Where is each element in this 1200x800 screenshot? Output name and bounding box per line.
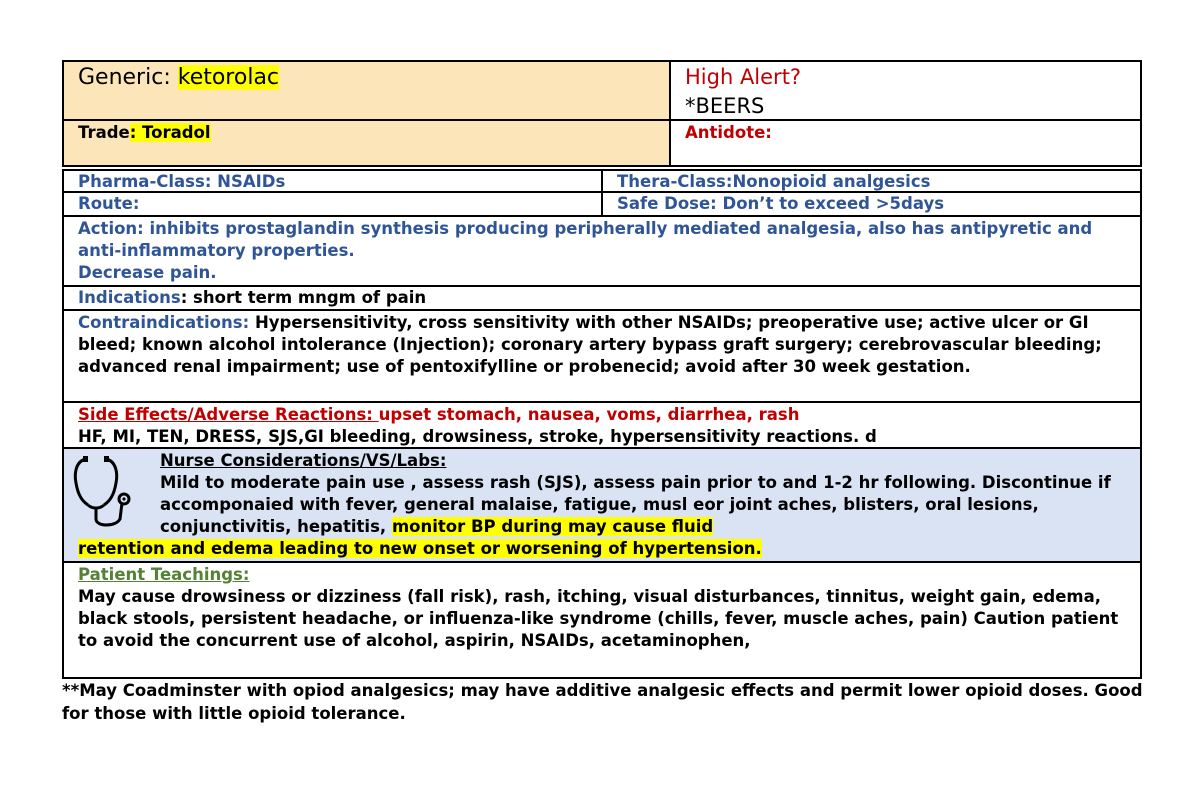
antidote-cell xyxy=(671,121,1140,165)
action-extra: Decrease pain. xyxy=(78,263,217,282)
high-alert-cell xyxy=(671,62,1140,119)
route-label: Route: xyxy=(78,194,140,213)
teachings-title: Patient Teachings: xyxy=(78,565,250,584)
pharma-cell xyxy=(64,171,603,191)
side-effects-text: upset stomach, nausea, voms, diarrhea, rash xyxy=(378,405,800,424)
trade-value: : Toradol xyxy=(129,123,211,142)
trade-cell xyxy=(64,121,671,165)
nurse-highlight-b: retention and edema leading to new onset or worsening of hypertension. xyxy=(78,539,762,558)
indications-label: Indications xyxy=(78,288,181,307)
class-row xyxy=(62,169,1142,193)
nurse-title: Nurse Considerations/VS/Labs: xyxy=(160,451,447,470)
drug-card xyxy=(62,60,1142,679)
nurse-highlight-a: monitor BP during may cause fluid xyxy=(391,517,714,536)
thera-class: Thera-Class:Nonopioid analgesics xyxy=(617,172,931,191)
thera-cell xyxy=(603,171,1140,191)
generic-label: Generic: xyxy=(78,65,178,90)
action-row xyxy=(62,217,1142,287)
indications-row xyxy=(62,287,1142,311)
indications-text: : short term mngm of pain xyxy=(180,288,427,307)
route-row xyxy=(62,193,1142,217)
antidote-label: Antidote: xyxy=(685,123,772,142)
contraindications-label: Contraindications: xyxy=(78,313,255,332)
nurse-row xyxy=(62,449,1142,563)
stethoscope-icon xyxy=(72,453,134,531)
footer-note: **May Coadminster with opiod analgesics; may have additive analgesic effects and permit lower opioid doses. Good for those with little opioid tolerance. xyxy=(62,681,1143,723)
generic-value: ketorolac xyxy=(177,65,280,90)
side-effects-row xyxy=(62,403,1142,449)
safe-dose: Safe Dose: Don’t to exceed >5days xyxy=(617,194,945,213)
trade-label: Trade xyxy=(78,123,130,142)
nurse-text: Mild to moderate pain use , assess rash (SJS), assess pain prior to and 1-2 hr following. Discontinue if accomponaied with fever, general malaise, fatigue, musl eor joint aches, blisters, oral lesions, conjunctivitis, hepatitis, xyxy=(160,473,1111,536)
side-effects-label: Side Effects/Adverse Reactions: xyxy=(78,405,379,424)
high-alert-label: High Alert? xyxy=(685,65,802,89)
action-text: Action: inhibits prostaglandin synthesis producing peripherally mediated analgesia, also has antipyretic and anti-inflammatory properties. xyxy=(78,219,1093,260)
route-cell xyxy=(64,193,603,215)
pharma-class: Pharma-Class: NSAIDs xyxy=(78,172,286,191)
trade-row xyxy=(62,121,1142,167)
safe-dose-cell xyxy=(603,193,1140,215)
teachings-row xyxy=(62,563,1142,679)
contraindications-text: Hypersensitivity, cross sensitivity with other NSAIDs; preoperative use; active ulcer or GI bleed; known alcohol intolerance (Injection); coronary artery bypass graft surgery; cerebrovascular bleeding; advanced renal impairment; use of pentoxifylline or probenecid; avoid after 30 week gestation. xyxy=(78,313,1102,376)
teachings-text: May cause drowsiness or dizziness (fall risk), rash, itching, visual disturbances, tinnitus, weight gain, edema, black stools, persistent headache, or influenza-like syndrome (chills, fever, muscle aches, pain) Caution patient to avoid the concurrent use of alcohol, aspirin, NSAIDs, acetaminophen, xyxy=(78,587,1119,650)
side-effects-line2: HF, MI, TEN, DRESS, SJS,GI bleeding, drowsiness, stroke, hypersensitivity reactions. d xyxy=(78,427,877,446)
beers-label: *BEERS xyxy=(685,94,765,118)
nurse-body xyxy=(64,449,1140,538)
generic-cell xyxy=(64,62,671,119)
contraindications-row xyxy=(62,311,1142,403)
generic-row xyxy=(62,60,1142,121)
